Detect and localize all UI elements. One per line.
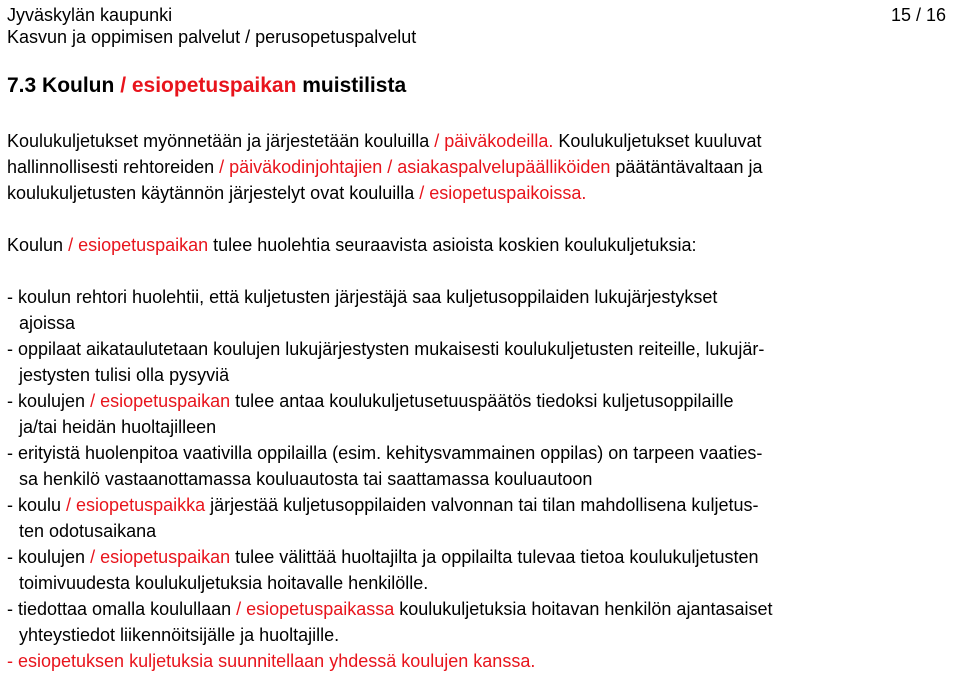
title-red: / esiopetuspaikan (120, 74, 297, 97)
list-item: - tiedottaa omalla koulullaan / esiopetuspaikassa koulukuljetuksia hoitavan henkilön ajantasaiset (7, 599, 773, 619)
list-item: - oppilaat aikataulutetaan koulujen lukujärjestysten mukaisesti koulukuljetusten reiteille, lukujär- (7, 339, 765, 359)
intro-paragraph (7, 128, 957, 206)
section-title (7, 73, 406, 99)
duties-intro: Koulun / esiopetuspaikan tulee huolehtia seuraavista asioista koskien koulukuljetuksia: (7, 235, 697, 255)
list-item: - koulun rehtori huolehtii, että kuljetusten järjestäjä saa kuljetusoppilaiden lukujärjestykset (7, 287, 718, 307)
list-item-cont: ja/tai heidän huoltajilleen (19, 417, 217, 437)
list-item: - esiopetuksen kuljetuksia suunnitellaan yhdessä koulujen kanssa. (7, 651, 536, 671)
title-number: 7.3 (7, 74, 43, 97)
list-item: - koulujen / esiopetuspaikan tulee välittää huoltajilta ja oppilailta tulevaa tietoa koulukuljetusten (7, 547, 759, 567)
page-number: 15 / 16 (890, 5, 946, 25)
list-item: - erityistä huolenpitoa vaativilla oppilailla (esim. kehitysvammainen oppilas) on tarpeen vaaties- (7, 443, 763, 463)
list-item: - koulujen / esiopetuspaikan tulee antaa koulukuljetusetuuspäätös tiedoksi kuljetusoppilaille (7, 391, 734, 411)
list-item-cont: sa henkilö vastaanottamassa kouluautosta tai saattamassa kouluautoon (19, 469, 593, 489)
list-item-cont: toimivuudesta koulukuljetuksia hoitavalle henkilölle. (19, 573, 429, 593)
intro-line: Koulukuljetukset myönnetään ja järjestetään kouluilla / päiväkodeilla. Koulukuljetukset kuuluvat (7, 131, 762, 151)
list-item-cont: ten odotusaikana (19, 521, 157, 541)
intro-line: koulukuljetusten käytännön järjestelyt ovat kouluilla / esiopetuspaikoissa. (7, 183, 587, 203)
duties-list (7, 284, 957, 674)
intro-line: hallinnollisesti rehtoreiden / päiväkodinjohtajien / asiakaspalvelupäälliköiden päätäntävaltaan ja (7, 157, 763, 177)
list-item-cont: jestysten tulisi olla pysyviä (19, 365, 230, 385)
header-dept: Kasvun ja oppimisen palvelut / perusopetuspalvelut (7, 27, 417, 47)
list-item-cont: yhteystiedot liikennöitsijälle ja huoltajille. (19, 625, 340, 645)
list-item-cont: ajoissa (19, 313, 76, 333)
title-pre: Koulun (42, 74, 121, 97)
list-item: - koulu / esiopetuspaikka järjestää kuljetusoppilaiden valvonnan tai tilan mahdollisena kuljetus- (7, 495, 759, 515)
header-org: Jyväskylän kaupunki (7, 5, 173, 25)
title-post: muistilista (296, 74, 407, 97)
